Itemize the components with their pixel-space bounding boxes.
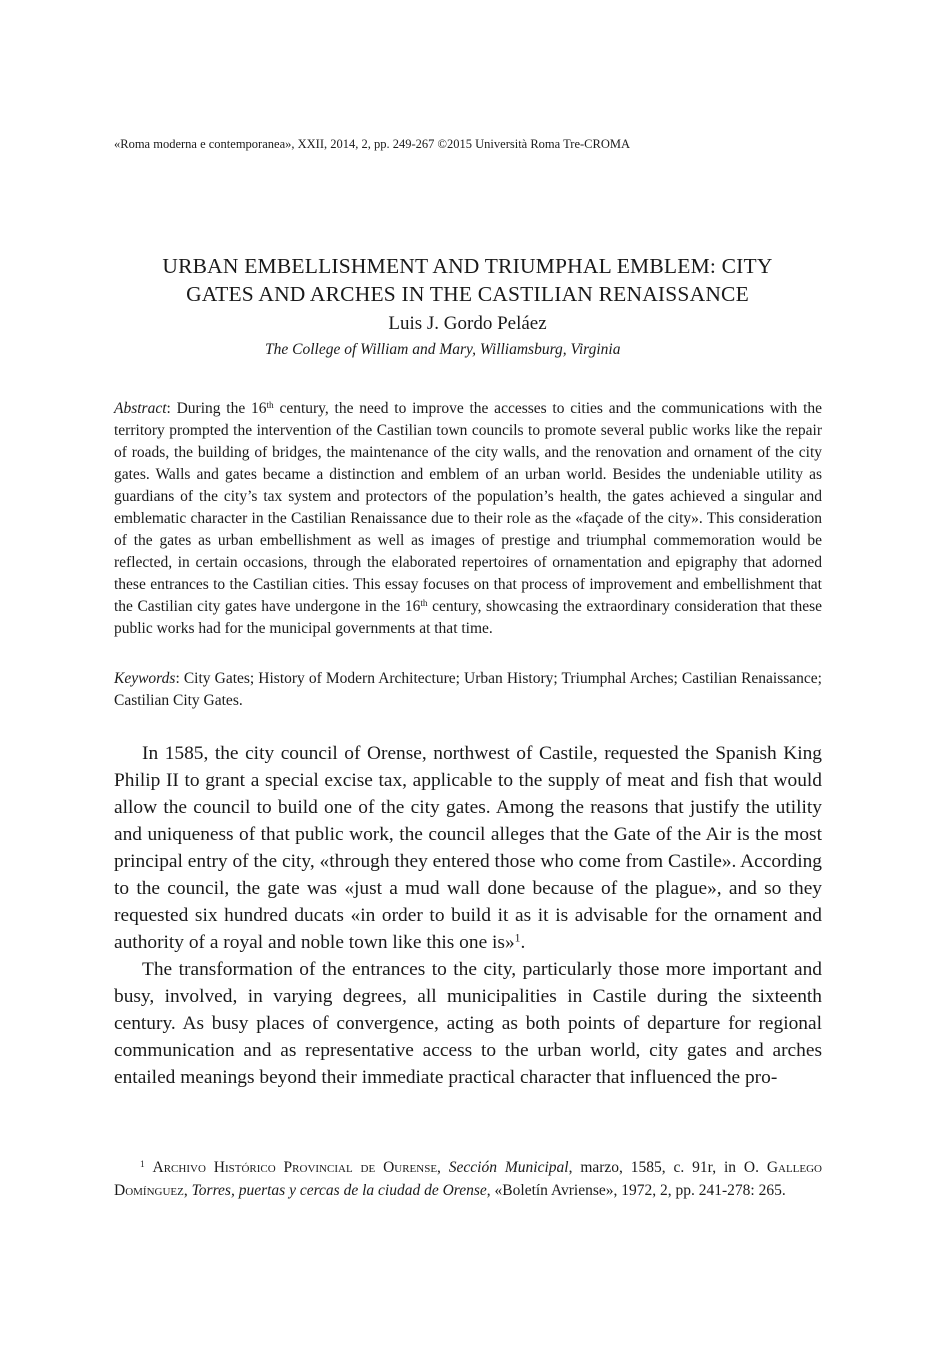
footnote-archive: Archivo Histórico Provincial de Ourense (152, 1159, 438, 1176)
footnote-1 (114, 1156, 822, 1202)
article-title (100, 252, 835, 308)
footnote-section: Sección Municipal (448, 1159, 569, 1176)
title-line-1: URBAN EMBELLISHMENT AND TRIUMPHAL EMBLEM: CITY (162, 254, 773, 278)
abstract (114, 398, 822, 640)
footnote-mid: , marzo, 1585, c. 91r, in O. (568, 1159, 767, 1176)
footnote-sep-2: , (183, 1182, 192, 1199)
keywords-text: : City Gates; History of Modern Architecture; Urban History; Triumphal Arches; Castilian Renaissance; Castilian City Gates. (114, 670, 822, 709)
footnote-reference-1[interactable]: 1 (514, 931, 521, 945)
footnote-work: Torres, puertas y cercas de la ciudad de Orense (191, 1182, 487, 1199)
abstract-text-pre: : During the 16 (166, 400, 267, 417)
footnote-number: 1 (140, 1159, 145, 1170)
body-text (114, 740, 822, 1091)
author-affiliation: The College of William and Mary, Williamsburg, Virginia (265, 341, 621, 358)
abstract-superscript-2: th (420, 598, 428, 609)
title-line-2: GATES AND ARCHES IN THE CASTILIAN RENAISSANCE (186, 282, 749, 306)
paragraph-1-text: In 1585, the city council of Orense, northwest of Castile, requested the Spanish King Philip II to grant a special excise tax, applicable to the supply of meat and fish that would allow the council to build one of the city gates. Among the reasons that justify the utility and uniqueness of that public work, the council alleges that the Gate of the Air is the most principal entry of the city, «through they entered those who come from Castile». According to the council, the gate was «just a mud wall done because of the plague», and so they requested six hundred ducats «in order to build it as it is advisable for the ornament and authority of a royal and noble town like this one is» (114, 743, 822, 953)
body-paragraph-1 (114, 740, 822, 956)
abstract-text-post: century, showcasing the extraordinary consideration that these public works had for the municipal governments at that time. (114, 598, 823, 637)
body-paragraph-2: The transformation of the entrances to the city, particularly those more important and busy, involved, in varying degrees, all municipalities in Castile during the sixteenth century. As busy places of convergence, acting as both points of departure for regional communication and as representative access to the urban world, city gates and arches entailed meanings beyond their immediate practical character that influenced the pro- (114, 959, 822, 1088)
footnote-sep-1: , (437, 1159, 449, 1176)
abstract-superscript-1: th (266, 400, 274, 411)
abstract-label: Abstract (114, 400, 167, 417)
footnotes (114, 1156, 822, 1202)
keywords-label: Keywords (114, 670, 176, 687)
running-header: «Roma moderna e contemporanea», XXII, 2014, 2, pp. 249-267 ©2015 Università Roma Tre-CROMA (114, 137, 631, 151)
paragraph-1-end: . (520, 932, 526, 953)
author-name: Luis J. Gordo Peláez (388, 313, 547, 334)
keywords (114, 668, 822, 712)
abstract-text-mid: century, the need to improve the accesses to cities and the communications with the territory prompted the intervention of the Castilian town councils to promote several public works like the repair of roads, the building of bridges, the maintenance of the city walls, and the renovation and ornament of the city gates. Walls and gates became a distinction and emblem of an urban world. Besides the undeniable utility as guardians of the city’s tax system and protectors of the population’s health, the gates achieved a singular and emblematic character in the Castilian Renaissance due to their role as the «façade of the city». This consideration of the gates as urban embellishment as well as images of prestige and triumphal commemoration would be reflected, in certain occasions, through the elaborated repertoires of ornamentation and epigraphy that adorned these entrances to the Castilian cities. This essay focuses on that process of improvement and embellishment that the Castilian city gates have undergone in the 16 (114, 400, 823, 615)
footnote-author: Gallego Domínguez (114, 1159, 822, 1199)
footnote-end: , «Boletín Avriense», 1972, 2, pp. 241-278: 265. (486, 1182, 786, 1199)
